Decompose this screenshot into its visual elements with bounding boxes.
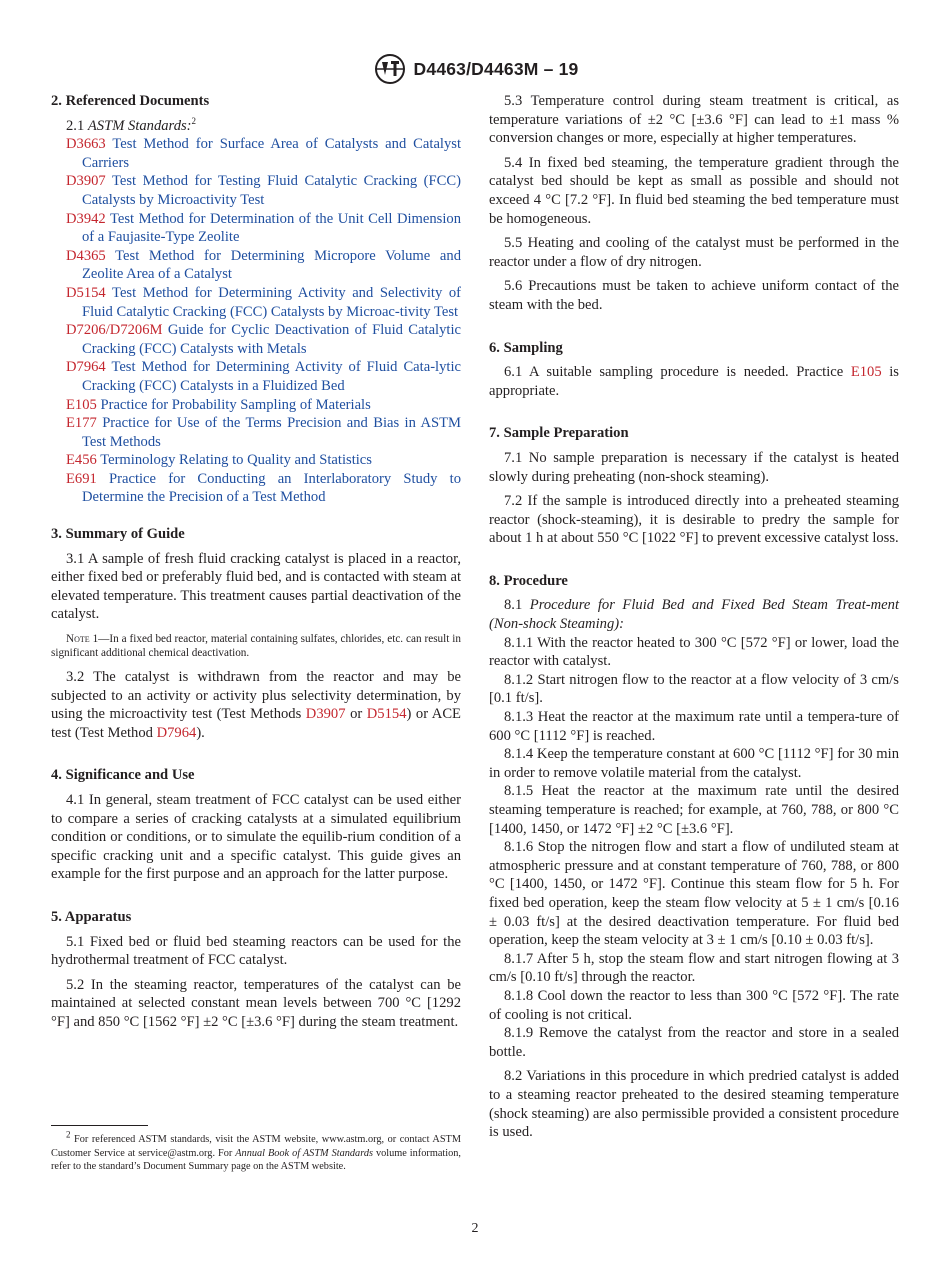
step-8-1-5: 8.1.5 Heat the reactor at the maximum rate until the desired steaming temperature is reached; for example, at 760, 788, or 800 °C [1400, 1450, or 1472 °F] ±2 °C [±3.6 °F]. bbox=[489, 783, 899, 837]
reference-link[interactable]: D5154 bbox=[66, 284, 106, 301]
reference-link[interactable]: E456 bbox=[66, 452, 97, 469]
paragraph-6-1: 6.1 A suitable sampling procedure is needed. Practice E105 is appropriate. bbox=[489, 364, 899, 399]
reference-link[interactable]: D4365 bbox=[66, 247, 106, 264]
step-8-1-8: 8.1.8 Cool down the reactor to less than 300 °C [572 °F]. The rate of cooling is not critical. bbox=[489, 987, 899, 1023]
reference-link[interactable]: D3942 bbox=[66, 210, 106, 227]
reference-link[interactable]: D3907 bbox=[305, 706, 346, 723]
step-8-1-2: 8.1.2 Start nitrogen flow to the reactor at a flow velocity of 3 cm/s [0.1 ft/s]. bbox=[489, 671, 899, 707]
reference-item: E177 Practice for Use of the Terms Precision and Bias in ASTM Test Methods bbox=[66, 415, 461, 450]
paragraph-5-5: 5.5 Heating and cooling of the catalyst must be performed in the reactor under a flow of dry nitrogen. bbox=[489, 235, 899, 270]
standard-designation: D4463/D4463M – 19 bbox=[413, 58, 579, 79]
paragraph-5-1: 5.1 Fixed bed or fluid bed steaming reactors can be used for the hydrothermal treatment of FCC catalyst. bbox=[51, 933, 461, 969]
paragraph-3-2: 3.2 The catalyst is withdrawn from the reactor and may be subjected to an activity or activity plus selectivity determination, by using the microactivity test (Test Methods D3907 or D5154) or ACE test (Test Method D7964). bbox=[51, 669, 461, 741]
step-8-1-4: 8.1.4 Keep the temperature constant at 600 °C [1112 °F] for 30 min in order to remove volatile material from the catalyst. bbox=[489, 746, 899, 781]
section-heading-significance: 4. Significance and Use bbox=[51, 767, 195, 784]
paragraph-7-1: 7.1 No sample preparation is necessary if the catalyst is heated slowly during preheating (non-shock steaming). bbox=[489, 449, 899, 485]
section-heading-summary: 3. Summary of Guide bbox=[51, 526, 185, 543]
paragraph-4-1: 4.1 In general, steam treatment of FCC catalyst can be used either to compare a series of cracking catalysts at a simulated equilibrium condition or conditions, or to simulate the equilib-rium condition of a specific cracking unit and a specific catalyst. This guide gives an example for the first purpose and an approach for the latter purpose. bbox=[51, 792, 461, 883]
step-8-1-6: 8.1.6 Stop the nitrogen flow and start a flow of undiluted steam at atmospheric pressure and at constant temperature of 760, 788, or 800 °C [1400, 1450, or 1472 °F]. Continue this steam flow for 5 h. For fixed bed operation, keep the steam flow velocity at 5 ± 1 cm/s [0.16 ± 0.03 ft/s] at the desired deactivation temperature. For fluid bed operation, keep the steam velocity at 3 ± 1 cm/s [0.10 ± 0.03 ft/s]. bbox=[489, 839, 899, 949]
reference-item: E105 Practice for Probability Sampling of Materials bbox=[66, 396, 371, 413]
step-8-1-9: 8.1.9 Remove the catalyst from the reactor and store in a sealed bottle. bbox=[489, 1025, 899, 1060]
section-heading-procedure: 8. Procedure bbox=[489, 572, 568, 589]
astm-logo-icon bbox=[372, 53, 408, 85]
paragraph-5-3: 5.3 Temperature control during steam treatment is critical, as temperature variations of ±2 °C [±3.6 °F] can lead to ±1 mass % conversion changes or more, especially at higher temperatures. bbox=[489, 93, 899, 147]
page-number: 2 bbox=[471, 1221, 479, 1236]
reference-list bbox=[51, 135, 461, 507]
section-heading-referenced-documents: 2. Referenced Documents bbox=[51, 93, 210, 109]
reference-link[interactable]: E691 bbox=[66, 470, 97, 487]
reference-link[interactable]: D7964 bbox=[66, 359, 106, 376]
step-8-1-3: 8.1.3 Heat the reactor at the maximum rate until a tempera-ture of 600 °C [1112 °F] is reached. bbox=[489, 709, 899, 744]
reference-item: D7964 Test Method for Determining Activity of Fluid Cata-lytic Cracking (FCC) Catalysts in a Fluidized Bed bbox=[66, 359, 461, 394]
paragraph-8-2: 8.2 Variations in this procedure in which predried catalyst is added to a steaming reactor preheated to the desired steaming temperature (shock steaming) are also permissible provided a consistent procedure is used. bbox=[489, 1068, 899, 1141]
section-heading-apparatus: 5. Apparatus bbox=[51, 908, 132, 925]
footnote-2: $^2$ For referenced ASTM standards, visit the ASTM website, www.astm.org, or contact ASTM Customer Service at service@astm.org. For Annual Book of ASTM Standards volume information, refer to the standard’s Document Summary page on the ASTM website. bbox=[51, 1129, 461, 1173]
paragraph-5-4: 5.4 In fixed bed steaming, the temperature gradient through the catalyst bed should be kept as small as possible and should not exceed 4 °C [7.2 °F]. In fluid bed steaming the bed temperature must be homogeneous. bbox=[489, 154, 899, 227]
reference-link[interactable]: E105 bbox=[850, 364, 882, 381]
astm-standards-label: 2.1 ASTM Standards:$^2$ bbox=[66, 115, 197, 134]
paragraph-8-1: 8.1 Procedure for Fluid Bed and Fixed Bed Steam Treat-ment (Non-shock Steaming): bbox=[489, 597, 899, 633]
paragraph-7-2: 7.2 If the sample is introduced directly into a preheated steaming reactor (shock-steaming), it is desirable to predry the sample for about 1 h at about 550 °C [1022 °F] to prevent excessive catalyst loss. bbox=[489, 493, 899, 547]
reference-item: D7206/D7206M Guide for Cyclic Deactivation of Fluid Catalytic Cracking (FCC) Catalysts with Metals bbox=[66, 322, 461, 357]
paragraph-3-1: 3.1 A sample of fresh fluid cracking catalyst is placed in a reactor, either fixed bed or preferably fluid bed, and is contacted with steam at elevated temperature. This treatment causes partial deactivation of the catalyst. bbox=[51, 550, 461, 623]
reference-item: D4365 Test Method for Determining Micropore Volume and Zeolite Area of a Catalyst bbox=[66, 247, 461, 283]
reference-item: D3907 Test Method for Testing Fluid Catalytic Cracking (FCC) Catalysts by Microactivity Test bbox=[66, 173, 461, 208]
reference-link[interactable]: D5154 bbox=[366, 706, 407, 723]
footnote-divider bbox=[51, 1125, 148, 1126]
reference-link[interactable]: D3663 bbox=[66, 136, 106, 153]
reference-link[interactable]: D7206/D7206M bbox=[66, 322, 163, 339]
reference-link[interactable]: D3907 bbox=[66, 173, 106, 190]
reference-item: D5154 Test Method for Determining Activity and Selectivity of Fluid Catalytic Cracking (FCC) Catalysts by Microac-tivity Test bbox=[66, 284, 461, 320]
paragraph-5-2: 5.2 In the steaming reactor, temperatures of the catalyst can be maintained at selected constant mean levels between 700 °C [1292 °F] and 850 °C [1562 °F] ±2 °C [±3.6 °F] during the steam treatment. bbox=[51, 976, 461, 1030]
page-header bbox=[0, 52, 950, 86]
step-8-1-1: 8.1.1 With the reactor heated to 300 °C [572 °F] or lower, load the reactor with catalyst. bbox=[489, 634, 899, 670]
paragraph-5-6: 5.6 Precautions must be taken to achieve uniform contact of the steam with the bed. bbox=[489, 278, 899, 313]
reference-item: D3942 Test Method for Determination of the Unit Cell Dimension of a Faujasite-Type Zeolite bbox=[66, 210, 461, 246]
left-column bbox=[51, 92, 461, 1038]
reference-item: E456 Terminology Relating to Quality and Statistics bbox=[66, 452, 372, 469]
section-heading-sample-preparation: 7. Sample Preparation bbox=[489, 425, 629, 442]
reference-item: D3663 Test Method for Surface Area of Catalysts and Catalyst Carriers bbox=[66, 136, 462, 171]
note-1: Note 1—In a fixed bed reactor, material containing sulfates, chlorides, etc. can result in significant additional chemical deactivation. bbox=[51, 633, 461, 660]
reference-link[interactable]: D7964 bbox=[156, 724, 197, 741]
step-8-1-7: 8.1.7 After 5 h, stop the steam flow and start nitrogen flowing at 3 cm/s [0.10 ft/s] through the reactor. bbox=[489, 950, 899, 986]
reference-link[interactable]: E177 bbox=[66, 415, 97, 432]
reference-item: E691 Practice for Conducting an Interlaboratory Study to Determine the Precision of a Test Method bbox=[66, 470, 461, 506]
section-heading-sampling: 6. Sampling bbox=[489, 339, 563, 356]
reference-link[interactable]: E105 bbox=[66, 396, 97, 413]
right-column bbox=[489, 92, 899, 1148]
